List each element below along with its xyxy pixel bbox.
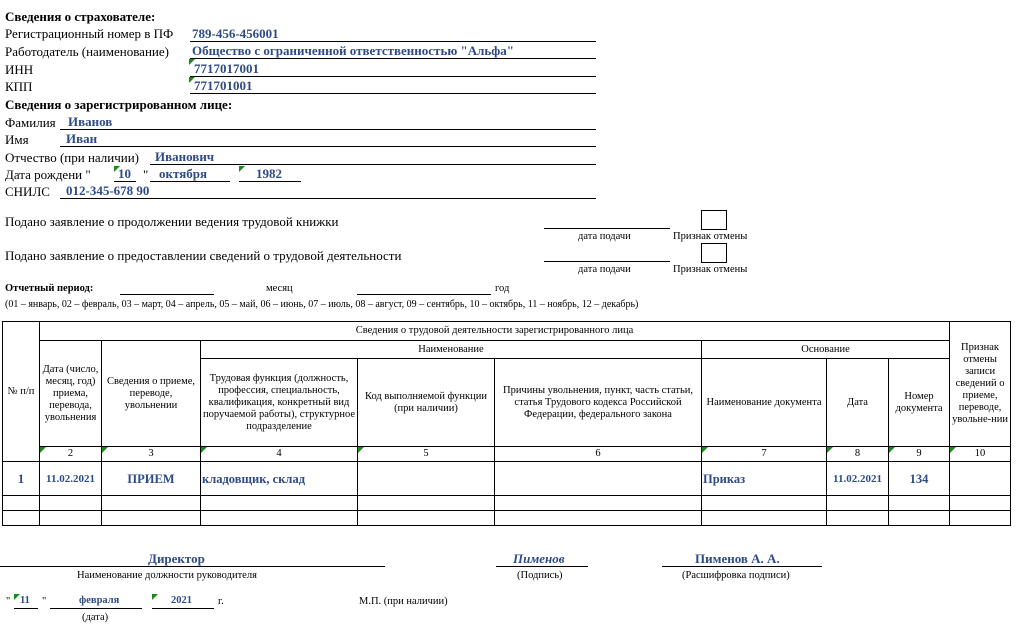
employer-value[interactable]: Общество с ограниченной ответственностью "Альфа"	[192, 43, 514, 58]
birth-month-line	[150, 181, 230, 182]
sign-day-line	[14, 608, 38, 609]
signature-line	[496, 566, 588, 567]
date-header-text: Дата (число, месяц, год) приема, перевода, увольнения	[42, 363, 99, 423]
sign-year-line	[152, 608, 214, 609]
position-line	[0, 566, 385, 567]
sign-date-year[interactable]: 2021	[171, 595, 192, 606]
column-numbers-row	[3, 447, 1011, 462]
inn-value[interactable]: 7717017001	[194, 61, 259, 76]
row-code[interactable]	[358, 462, 495, 496]
docnum-header: Номер документа	[889, 359, 950, 447]
row-reason[interactable]	[495, 462, 702, 496]
func-header-text: Трудовая функция (должность, профессия, специальность, квалификация, конкретный вид поручаемой работы), структурное подразделение	[202, 372, 356, 432]
table-row[interactable]	[3, 511, 1011, 526]
reg-number-value[interactable]: 789-456-456001	[192, 26, 279, 41]
sign-date-caption: (дата)	[82, 612, 109, 623]
birth-day-line	[114, 181, 136, 182]
kpp-line	[190, 93, 596, 94]
birth-quote: "	[143, 167, 149, 182]
continue-cancel-caption: Признак отмены	[673, 231, 748, 242]
surname-line	[60, 129, 596, 130]
row-info[interactable]: ПРИЕМ	[102, 462, 201, 496]
cell-marker-icon	[239, 166, 245, 172]
signature-value[interactable]: Пименов	[513, 551, 565, 566]
col-number-6: 6	[495, 447, 702, 462]
position-value[interactable]: Директор	[148, 551, 205, 566]
decode-value[interactable]: Пименов А. А.	[695, 551, 780, 566]
col-number-10: 10	[950, 447, 1011, 462]
employer-line	[190, 58, 596, 59]
birth-month-value[interactable]: октября	[159, 166, 208, 181]
col-number-5: 5	[358, 447, 495, 462]
cancel-header	[950, 322, 1011, 447]
surname-value[interactable]: Иванов	[68, 114, 113, 129]
table-row[interactable]	[3, 496, 1011, 511]
main-header: Сведения о трудовой деятельности зарегистрированного лица	[40, 322, 950, 341]
period-legend: (01 – январь, 02 – февраль, 03 – март, 04 – апрель, 05 – май, 06 – июнь, 07 – июль, 08 – август, 09 – сентябрь, 10 – октябрь, 11 – ноябрь, 12 – декабрь)	[5, 299, 639, 310]
decode-line	[662, 566, 822, 567]
sign-date-month[interactable]: февраля	[79, 595, 120, 606]
table-row[interactable]	[3, 462, 1011, 496]
period-label: Отчетный период:	[5, 283, 94, 294]
col-number-9: 9	[889, 447, 950, 462]
signature-caption: (Подпись)	[517, 570, 563, 581]
row-docnum[interactable]: 134	[889, 462, 950, 496]
info-header: Сведения о приеме, переводе, увольнении	[102, 341, 201, 447]
insurer-heading: Сведения о страхователе:	[5, 9, 156, 24]
position-caption: Наименование должности руководителя	[77, 570, 257, 581]
provide-application-text: Подано заявление о предоставлении сведений о трудовой деятельности	[5, 248, 402, 263]
employer-label: Работодатель (наименование)	[5, 44, 169, 59]
continue-application-text: Подано заявление о продолжении ведения трудовой книжки	[5, 214, 339, 229]
patronymic-value[interactable]: Иванович	[155, 149, 215, 164]
labor-activity-table	[2, 321, 1011, 526]
col-number-7: 7	[702, 447, 827, 462]
patronymic-line	[150, 164, 596, 165]
provide-cancel-checkbox[interactable]	[701, 243, 727, 263]
cancel-header-text: Признак отмены записи сведений о приеме, переводе, увольне-нии	[952, 342, 1008, 425]
continue-date-caption: дата подачи	[578, 231, 631, 242]
birth-year-value[interactable]: 1982	[256, 166, 282, 181]
row-function[interactable]: кладовщик, склад	[201, 462, 358, 496]
docname-header: Наименование документа	[702, 359, 827, 447]
naim-header: Наименование	[201, 341, 702, 359]
period-month-line	[357, 294, 491, 295]
col-num-header: № п/п	[3, 322, 40, 462]
date-quote-close: "	[42, 596, 47, 607]
col-number-3: 3	[102, 447, 201, 462]
snils-label: СНИЛС	[5, 184, 50, 199]
reg-number-line	[190, 41, 596, 42]
surname-label: Фамилия	[5, 115, 56, 130]
code-header: Код выполняемой функции (при наличии)	[358, 359, 495, 447]
col-number-8: 8	[827, 447, 889, 462]
docdate-header: Дата	[827, 359, 889, 447]
snils-value[interactable]: 012-345-678 90	[66, 183, 150, 198]
func-header	[201, 359, 358, 447]
name-value[interactable]: Иван	[66, 131, 98, 146]
birth-day-value[interactable]: 10	[118, 166, 131, 181]
decode-caption: (Расшифровка подписи)	[682, 570, 790, 581]
row-cancel[interactable]	[950, 462, 1011, 496]
period-month-caption: месяц	[266, 283, 293, 294]
sign-date-suffix: г.	[218, 596, 224, 607]
continue-cancel-checkbox[interactable]	[701, 210, 727, 230]
inn-label: ИНН	[5, 62, 34, 77]
name-label: Имя	[5, 132, 29, 147]
birth-year-line	[239, 181, 301, 182]
col-number-4: 4	[201, 447, 358, 462]
provide-date-caption: дата подачи	[578, 264, 631, 275]
birth-label: Дата рождени "	[5, 167, 91, 182]
kpp-value[interactable]: 771701001	[194, 78, 253, 93]
provide-date-line	[544, 261, 670, 262]
snils-line	[60, 198, 596, 199]
sign-month-line	[50, 608, 142, 609]
reg-number-label: Регистрационный номер в ПФ	[5, 26, 174, 41]
row-date[interactable]: 11.02.2021	[40, 462, 102, 496]
row-docdate[interactable]: 11.02.2021	[827, 462, 889, 496]
reason-header: Причины увольнения, пункт, часть статьи, статья Трудового кодекса Российской Федерации, федерального закона	[495, 359, 702, 447]
person-heading: Сведения о зарегистрированном лице:	[5, 97, 233, 112]
cell-marker-icon	[152, 594, 158, 600]
sign-date-day[interactable]: 11	[20, 595, 30, 606]
date-header	[40, 341, 102, 447]
patronymic-label: Отчество (при наличии)	[5, 150, 140, 165]
name-line	[60, 146, 596, 147]
period-year-caption: год	[495, 283, 510, 294]
stamp-text: М.П. (при наличии)	[359, 596, 448, 607]
provide-cancel-caption: Признак отмены	[673, 264, 748, 275]
row-docname[interactable]: Приказ	[702, 462, 827, 496]
osn-header: Основание	[702, 341, 950, 359]
kpp-label: КПП	[5, 79, 33, 94]
date-quote-open: "	[6, 596, 11, 607]
period-label-line	[120, 294, 214, 295]
col-number-2: 2	[40, 447, 102, 462]
continue-date-line	[544, 228, 670, 229]
row-num[interactable]: 1	[3, 462, 40, 496]
inn-line	[190, 76, 596, 77]
